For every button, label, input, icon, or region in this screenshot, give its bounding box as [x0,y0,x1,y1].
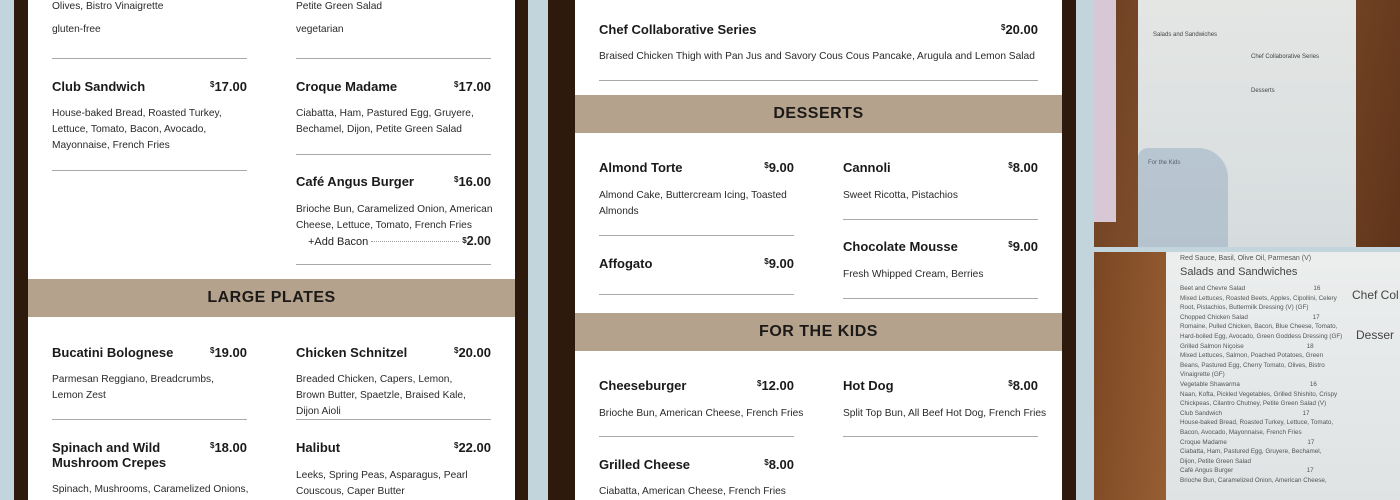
divider [296,154,491,155]
item-name: Chef Collaborative Series [599,22,757,37]
item-desc: Braised Chicken Thigh with Pan Jus and Savory Cous Cous Pancake, Arugula and Lemon Salad [599,51,1035,62]
photo-paper: Red Sauce, Basil, Olive Oil, Parmesan (V) Salads and Sandwiches Beet and Chevre Salad 16 Mixed Lettuces, Roasted Beets, Apples, Cipollini, Celery Root, Pistachios, Buttermilk Dressing (V) (GF) Chopped Chicken Salad 17 Romaine, Pulled Chicken, Bacon, Blue Cheese, Tomato, Hard-boiled Egg, Avocado, Green Goddess Dressing (GF) Grilled Salmon Niçoise 18 Mixed Lettuces, Salmon, Poached Potatoes, Green Beans, Pastured Egg, Cherry Tomato, Olives, Bistro Vinaigrette (GF) Vegetable Shawarma 16 Naan, Kofta, Pickled Vegetables, Grilled Shishito, Crispy Chickpeas, Cilantro Chutney, Petite Green Salad (V) Club Sandwich 17 House-baked Bread, Roasted Turkey, Lettuce, Tomato, Bacon, Avocado, Mayonnaise, French Fries Croque Madame 17 Ciabatta, Ham, Pastured Egg, Gruyere, Bechamel, Dijon, Petite Green Salad Café Angus Burger 17 Brioche Bun, Caramelized Onion, American Cheese, Chef Col Desser [1166,252,1400,500]
divider [296,264,491,265]
photo-menu-line: Mixed Lettuces, Salmon, Poached Potatoes, Green [1180,352,1324,360]
divider [843,436,1038,437]
item-desc: Leeks, Spring Peas, Asparagus, Pearl Couscous, Caper Butter [296,470,468,497]
item-desc: Spinach, Mushrooms, Caramelized Onions, [52,484,249,495]
item-price: $20.00 [454,345,491,360]
item-desc: Ciabatta, American Cheese, French Fries [599,486,786,497]
photo-menu-line: Naan, Kofta, Pickled Vegetables, Grilled Shishito, Crispy [1180,390,1338,398]
photo-menu-line: Vegetable Shawarma 16 [1180,380,1317,388]
item-desc: Almond Cake, Buttercream Icing, Toasted Almonds [599,190,787,217]
photo-thumbnail-menu-top[interactable] [1094,0,1400,247]
item-desc: Petite Green Salad [296,1,383,12]
addon-price: $2.00 [462,234,491,248]
section-header-desserts: DESSERTS [575,95,1062,133]
divider [843,219,1038,220]
item-price: $9.00 [1008,239,1038,254]
photo-menu-line: House-baked Bread, Roasted Turkey, Lettuce, Tomato, [1180,419,1334,427]
photo-menu-line: Romaine, Pulled Chicken, Bacon, Blue Cheese, Tomato, [1180,323,1338,331]
divider [599,80,1038,81]
item-name: Café Angus Burger [296,174,414,189]
item-price: $20.00 [1001,22,1038,37]
diet-tag: vegetarian [296,24,344,35]
divider [599,294,794,295]
item-price: $9.00 [764,160,794,175]
photo-menu-line: Dijon, Petite Green Salad [1180,457,1252,465]
item-desc: Brioche Bun, Caramelized Onion, American Cheese, Lettuce, Tomato, French Fries [296,204,493,231]
diet-tag: gluten-free [52,24,101,35]
item-name: Halibut [296,440,341,455]
item-name: Spinach and Wild Mushroom Crepes [52,440,167,470]
item-name: Grilled Cheese [599,457,691,472]
item-name: Affogato [599,256,653,271]
photo-menu-line: Croque Madame 17 [1180,438,1315,446]
photo-menu-line: Bacon, Avocado, Mayonnaise, French Fries [1180,428,1302,436]
item-price: $17.00 [454,79,491,94]
photo-paper: Salads and Sandwiches Chef Collaborative Series Desserts For the Kids [1138,0,1356,247]
item-price: $18.00 [210,440,247,455]
item-price: $17.00 [210,79,247,94]
divider [52,170,247,171]
item-name: Club Sandwich [52,79,146,94]
item-name: Chocolate Mousse [843,239,958,254]
divider [599,436,794,437]
item-name: Bucatini Bolognese [52,345,174,360]
item-price: $22.00 [454,440,491,455]
section-header-large-plates: LARGE PLATES [28,279,515,317]
item-desc: Brioche Bun, American Cheese, French Fries [599,408,804,419]
divider [52,58,247,59]
divider [296,58,491,59]
photo-menu-line: Ciabatta, Ham, Pastured Egg, Gruyere, Bechamel, [1180,448,1322,456]
divider [296,419,491,420]
photo-menu-line: Café Angus Burger 17 [1180,467,1314,475]
item-desc: Ciabatta, Ham, Pastured Egg, Gruyere, Bechamel, Dijon, Petite Green Salad [296,108,474,135]
photo-menu-line: Beans, Pastured Egg, Cherry Tomato, Olives, Bistro [1180,361,1325,369]
photo-menu-line: Root, Pistachios, Buttermilk Dressing (V) (GF) [1180,304,1309,312]
item-desc: House-baked Bread, Roasted Turkey, Lettuce, Tomato, Bacon, Avocado, Mayonnaise, French Fries [52,108,222,151]
photo-menu-line: Mixed Lettuces, Roasted Beets, Apples, Cipollini, Celery [1180,294,1337,302]
photo-menu-line: Brioche Bun, Caramelized Onion, American Cheese, [1180,476,1327,484]
item-price: $9.00 [764,256,794,271]
item-desc: Sweet Ricotta, Pistachios [843,190,958,201]
item-price: $19.00 [210,345,247,360]
item-name: Hot Dog [843,378,894,393]
menu-sheet-right [575,0,1062,500]
item-price: $12.00 [757,378,794,393]
photo-shadow [1138,148,1228,247]
item-price: $8.00 [1008,160,1038,175]
photo-card-edge [1094,0,1116,222]
addon-row [308,234,491,249]
item-name: Chicken Schnitzel [296,345,408,360]
photo-menu-line: Grilled Salmon Niçoise 18 [1180,342,1314,350]
item-price: $8.00 [1008,378,1038,393]
divider [599,235,794,236]
leader-dots [371,241,459,242]
photo-menu-line: Vinaigrette (GF) [1180,371,1225,379]
photo-menu-line: Chickpeas, Cilantro Chutney, Petite Green Salad (V) [1180,400,1327,408]
addon-label: +Add Bacon [308,236,369,248]
photo-menu-line: Beet and Chevre Salad 16 [1180,285,1321,292]
divider [843,298,1038,299]
item-desc: Breaded Chicken, Capers, Lemon, Brown Butter, Spaetzle, Braised Kale, Dijon Aioli [296,374,466,417]
item-name: Almond Torte [599,160,683,175]
item-name: Cheeseburger [599,378,687,393]
menu-sheet-left [28,0,515,500]
divider [52,419,247,420]
item-price: $16.00 [454,174,491,189]
item-desc: Fresh Whipped Cream, Berries [843,269,984,280]
photo-menu-lines [1180,284,1350,485]
item-desc: Olives, Bistro Vinaigrette [52,1,164,12]
photo-menu-line: Hard-boiled Egg, Avocado, Green Goddess Dressing (GF) [1180,332,1343,340]
section-header-kids: FOR THE KIDS [575,313,1062,351]
photo-thumbnail-menu-bottom[interactable] [1094,252,1400,500]
photo-menu-line: Club Sandwich 17 [1180,409,1310,417]
photo-menu-line: Chopped Chicken Salad 17 [1180,313,1320,321]
item-desc: Split Top Bun, All Beef Hot Dog, French Fries [843,408,1047,419]
item-desc: Parmesan Reggiano, Breadcrumbs, Lemon Zest [52,374,214,401]
item-price: $8.00 [764,457,794,472]
item-name: Cannoli [843,160,891,175]
item-name: Croque Madame [296,79,398,94]
